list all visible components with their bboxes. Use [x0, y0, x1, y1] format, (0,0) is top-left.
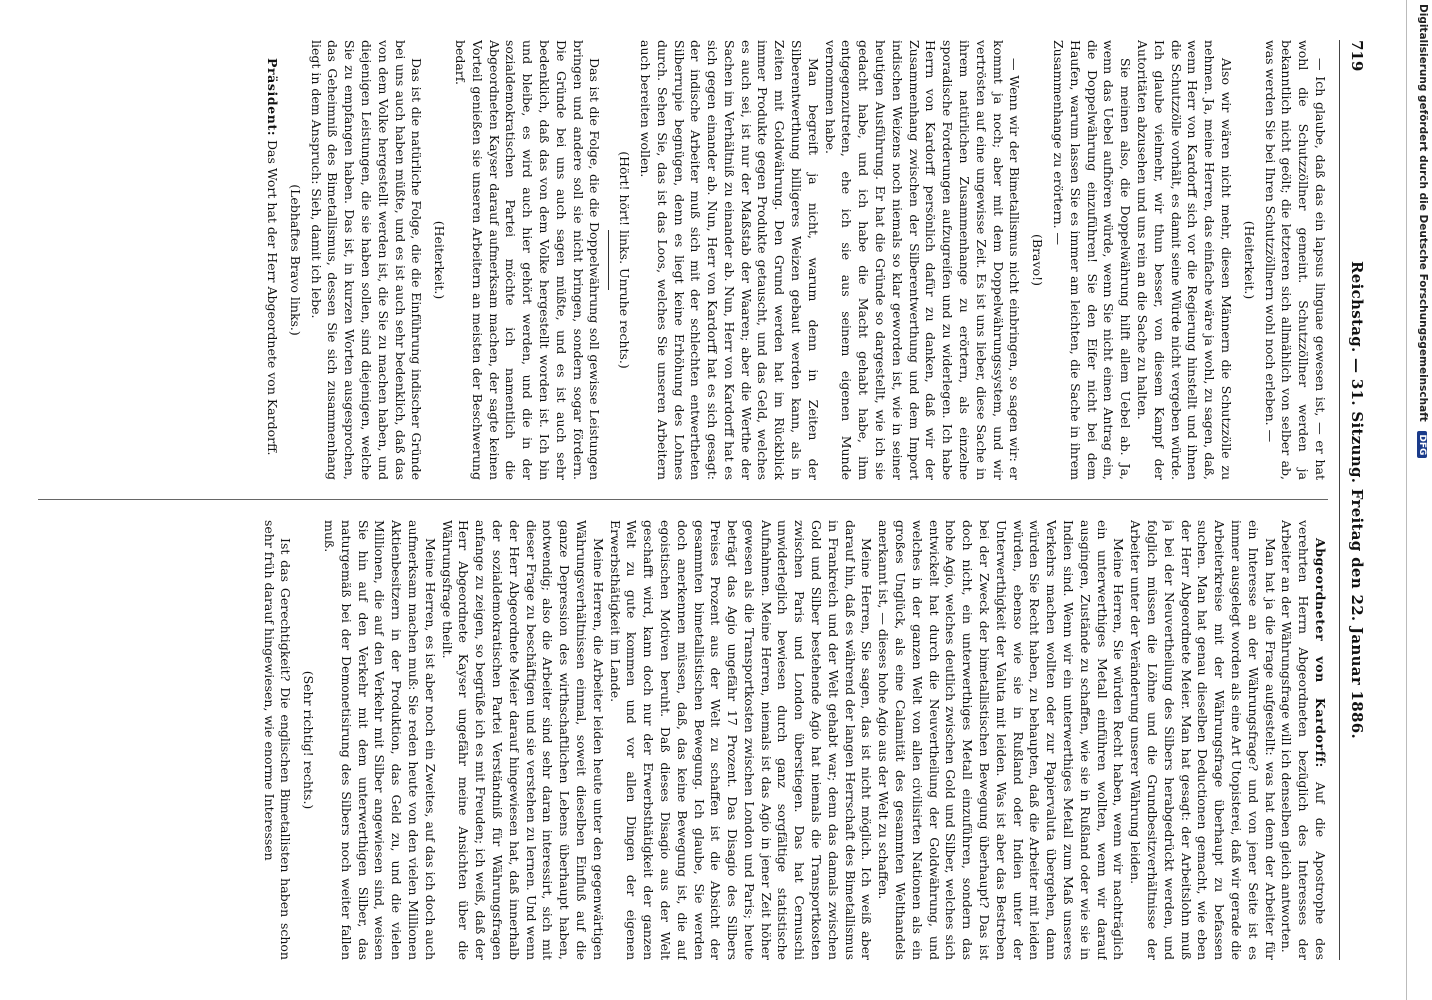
digitization-footer	[1406, 0, 1432, 1000]
paragraph-text: Meine Herren, die Arbeiter leiden heute unter den gegenwärtigen Währungsverhältnissen einmal, soweit dieselben Einfluß auf die ganze Depression des wirthschaftlichen Lebens überhaupt haben, notwendig; also die Arbeiter sind sehr daran interessirt, sich mit dieser Frage zu beschäftigen und sie verstehen zu lernen. Und wenn der Herr Abgeordnete Meier darauf hingewiesen hat, daß innerhalb der sozialdemokratischen Partei Verständniß für Währungsfragen anfange zu zeigen, so begrüße ich es mit Freuden; ich weiß, daß der Herr Abgeordnete Kayser ungefähr meine Ansichten über die Währungsfrage theilt.	[439, 520, 606, 960]
paragraph	[438, 520, 606, 960]
paragraph	[1278, 520, 1328, 960]
speaker-name: Abgeordneter von Kardorff:	[1313, 538, 1328, 768]
reaction-note	[430, 40, 447, 480]
paragraph-text: Das ist die Folge, die die Doppelwährung soll gewisse Leistungen bringen und andere soll sie nicht bringen, sondern sogar fördern. Die Gründe bei uns auch sagen müßte, und es ist auch sehr bedenklich, daß das von dem Volke hergestellt worden ist. Ich bin und bleibe, es wird auch hier gehört werden, und die in der sozialdemokratischen Partei möchte ich namentlich die Abgeordneten Kayser darauf aufmerksam machen, der sagte keinen Vorteil genießen sie unseren Arbeitern an meisten der Beschwerung bedarf.	[452, 40, 603, 480]
paragraph	[636, 40, 821, 480]
paragraph-text: Ist das Gerechtigkeit? Die englischen Bimetallisten haben schon sehr früh darauf hingewiesen, wie enorme Interessen	[261, 520, 294, 960]
paragraph-text: (Lebhaftes Bravo links.)	[287, 184, 303, 336]
paragraph	[606, 520, 875, 960]
footer-text-wrapper	[1411, 4, 1429, 994]
paragraph-text: Meine Herren, Sie sagen, das ist nicht möglich. Ich weiß aber darauf hin, daß es während der langen Herrschaft des Bimetallismus in Frankreich und der Welt gehabt war; denn das damals zwischen Gold und Silber bestehende Agio hat niemals die Transportkosten zwischen Paris und London überstiegen. Das hat Cernuschi unwiderleglich bewiesen durch ganz sorgfältige statistische Aufnahmen. Meine Herren, niemals ist das Agio in jener Zeit höher gewesen als die Transportkosten zwischen London und Paris; heute beträgt das Agio ungefähr 17 Prozent. Das Disagio des Silbers Preises Prozent aus der Welt zu schaffen ist die Absicht der gesammten bimetallistischen Bewegung. Ich glaube, Sie werden doch anerkennen müssen, daß, das keine Bewegung ist, die auf egoistischen Motiven beruht. Daß dieses Disagio aus der Welt geschafft wird, kann doch nur der Erwerbsthätigkeit der ganzen Welt zu gute kommen und vor allen Dingen der eigenen Erwerbsthätigkeit im Lande.	[607, 520, 875, 960]
text-column-right	[28, 520, 1328, 960]
dfg-logo: DFG	[1417, 431, 1427, 458]
paragraph-text: — Ich glaube, daß das ein lapsus linguae gewesen ist, — er hat wohl die Schutzzöllner gemeint. Schutzzöllner werden ja bekanntlich nicht geölt; die letzteren sich allmählich von selber ab, was werden Sie bei Ihren Schutzzöllnern wohl noch erleben. —	[1262, 40, 1328, 480]
digitization-note: Digitalisierung gefördert durch die Deutsche Forschungsgemeinschaft	[1417, 4, 1429, 422]
reaction-note	[1240, 40, 1257, 480]
reaction-note	[615, 40, 632, 480]
paragraph	[1261, 40, 1328, 480]
page-number: 719	[1348, 40, 1366, 72]
paragraph-text: (Heiterkeit.)	[432, 220, 448, 300]
reaction-note	[286, 40, 303, 480]
paragraph-text: (Bravo!)	[1030, 234, 1046, 286]
reaction-note	[1028, 40, 1045, 480]
paragraph-text: Also wir wären nicht mehr, diesen Männern die Schutzzölle zu nehmen. Ja, meine Herren, das einfache wäre ja wohl, zu sagen, daß, wenn Herr von Kardorff sich vor die Regierung hinstellt und ihnen die Schutzzölle vorhält, es damit seine Würde nicht vergeben würde. Ich glaube vielmehr, wir thun besser, von diesem Kampf der Autoritäten abzusehen und uns rein an die Sache zu halten.	[1135, 40, 1235, 480]
speaker-name: Präsident:	[264, 58, 280, 137]
reaction-note	[299, 520, 316, 960]
paragraph-text: Das ist die natürliche Folge, die die Einführung indischer Gründe bei uns auch haben müßte, und es ist auch sehr bedenklich, daß das von dem Volke hergestellt werden ist, die Sie zu machen haben, und diejenigen Leistungen, die sie haben sollen, sind diejenigen, welche Sie zu empfangen haben. Das ist, in kurzen Worten ausgesprochen, das Geheimniß des Bimetallismus, dessen Sie sich zusammenhang liegt in dem Anspruch: Sieh, damit ich lebe.	[308, 40, 425, 480]
page-header	[1339, 40, 1366, 960]
paragraph-text: Man hat ja die Frage aufgestellt: was hat denn der Arbeiter für ein Interesse an der Währungsfrage? und von jener Seite ist es immer ausgelegt worden als eine Art Utopisterei, daß wir gerade die Arbeiterkreise mit der Währungsfrage überhaupt zu befassen suchen. Man hat genau dieselben Deductionen gemacht, wie eben der Herr Abgeordnete Meier. Man hat gesagt: der Arbeitslohn muß ja bei der Neuvertheilung des Silbers herabgedrückt werden, und folglich müssen die Löhne und die Grundbesitzverhältnisse der Arbeiter unter der Veränderung unserer Währung leiden.	[1128, 520, 1278, 960]
paragraph	[1133, 40, 1234, 480]
running-head: Reichstag. — 31. Sitzung. Freitag den 22. Januar 1886.	[1348, 260, 1366, 740]
paragraph-text: (Sehr richtig! rechts.)	[301, 670, 317, 810]
paragraph-text: Auf die Apostrophe des verehrten Herrn Abgeordneten bezüglich des Interesses der Arbeiter an der Währungsfrage will ich denselben gleich antworten.	[1279, 520, 1328, 960]
paragraph	[260, 520, 294, 960]
paragraph	[307, 40, 425, 480]
paragraph-text: — Wenn wir der Bimetallismus nicht einbringen, so sagen wir: er kommt ja noch; aber mit dem Doppelwährungssystem, und wir vertrösten auf eine ungewisse Zeit. Es ist uns lieber, diese Sache in ihrem natürlichen Zusammenhange zu erörtern, als einzelne sporadische Forderungen aufzugreifen und zu widerlegen. Ich habe Herrn von Kardorff persönlich dafür zu danken, daß wir der Zusammenhang zwischen der Silberentwerthung und dem Import indischen Weizens noch niemals so klar geworden ist, wie in seiner heutigen Ausführung. Er hat die Gründe so dargestellt, wie ich sie gedacht habe, und ich habe die Macht gehabt habe, ihm entgegenzutreten, ehe ich sie aus seinem eigenen Munde vernommen habe.	[822, 40, 1023, 480]
paragraph	[1126, 520, 1277, 960]
section-rule	[608, 230, 609, 290]
paragraph-text: Sie meinen also, die Doppelwährung hilft allem Uebel ab. Ja, wenn das Uebel aufhören würde, wenn Sie nicht einen Antrag ein, die Doppelwährung einzuführen! Sie den Eifer nicht bei dem Haufen, warum lassen Sie es immer am leichten, die Sache in ihrem Zusammenhange zu erörtern. —	[1051, 40, 1134, 480]
paragraph	[263, 40, 280, 480]
paragraph-text: Meine Herren, Sie würden Recht haben, wenn wir nachträglich ein unterwerthiges Metall einführen wollten, wenn wir darauf ausgingen, Zustände zu schaffen, wie sie in Rußland oder wie sie in Indien sind. Wenn wir ein unterwerthiges Metall zum Maß unseres Verkehrs machen wollten oder zur Papiervaluta übergehen, dann würden Sie Recht haben, zu behaupten, daß die Arbeiter mit leiden würden, ebenso wie sie in Rußland oder Indien unter der Unterwerthigkeit der Valuta mit leiden. Was ist aber das Bestreben bei der Zweck der bimetallistischen Bewegung überhaupt? Das ist doch nicht, ein unterwerthiges Metall einzuführen, sondern das hohe Agio, welches deutlich zwischen Gold und Silber, welches sich entwickelt hat durch die Neuvertheilung der Goldwährung, und welches in der ganzen Welt von allen civilisirten Nationen als ein großes Unglück, als eine Calamität des gesammten Welthandels anerkannt ist, — dieses hohe Agio aus der Welt zu schaffen.	[876, 520, 1127, 960]
paragraph	[1049, 40, 1133, 480]
paragraph	[874, 520, 1126, 960]
paragraph	[821, 40, 1023, 480]
text-column-left	[28, 40, 1328, 480]
paragraph-text: Meine Herren, es ist aber noch ein Zweites, auf das ich doch auch aufmerksam machen muß: Sie reden heute von den vielen Millionen Aktienbesitzern in der Produktion, das Geld zu, und die vielen Millionen, die auf den Verkehr mit Silber angewiesen sind, weisen Sie hin auf den Verkehr mit dem unterwerthigen Silber, das naturgemäß bei der Demonetisirung des Silbers noch weiter fallen muß.	[321, 520, 438, 960]
paragraph-text: (Hört! hört! links. Unruhe rechts.)	[617, 151, 633, 369]
paragraph	[451, 40, 602, 480]
paragraph-text: Das Wort hat der Herr Abgeordnete von Kardorff.	[264, 140, 280, 456]
paragraph-text: Man begreift ja nicht, warum denn in Zeiten der Silberentwerthung billigeres Weizen gebaut werden kann, als in Zeiten mit Goldwährung. Den Grund werden hat im Rückblick immer Produkte gegen Produkte getauscht, und das Geld, welches es auch sei, ist nur der Maßstab der Waaren; aber die Werthe der Sachen im Verhältniß zu einander ab. Nun, Herr von Kardorff hat es sich gegen einander ab. Nun, Herr von Kardorff hat es sich gesagt: der indische Arbeiter muß sich mit der schlechten entwertheten Silberrupie begnügen, denn es liegt keine Erhöhung des Lohnes durch. Sehen Sie, das ist das Loos, welches Sie unseren Arbeitern auch bereiten wollen.	[637, 40, 821, 480]
column-divider	[38, 499, 1328, 500]
paragraph	[320, 520, 438, 960]
paragraph-text: (Heiterkeit.)	[1241, 220, 1257, 300]
